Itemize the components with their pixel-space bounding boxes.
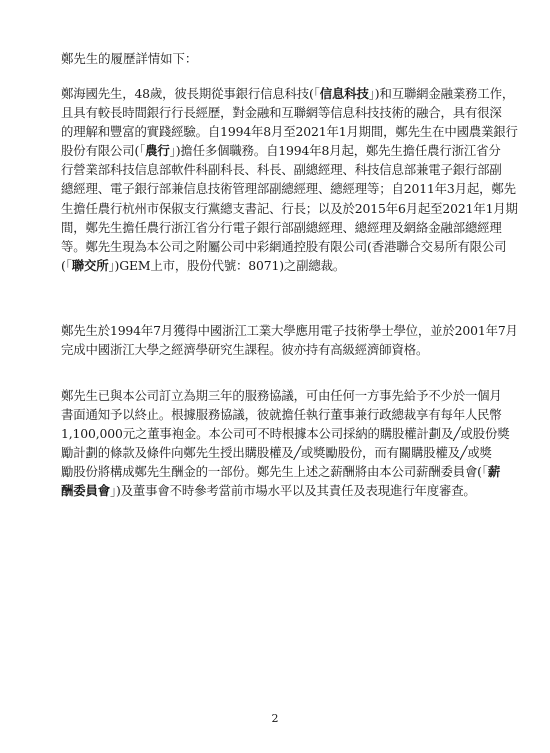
text-segment: 行營業部科技信息部軟件科副科長、科長、副總經理、科技信息部兼電子銀行部副: [61, 162, 502, 178]
text-segment: 完成中國浙江大學之經濟學研究生課程。彼亦持有高級經濟師資格。: [61, 342, 429, 358]
text-segment: 鄭海國先生，48歲，彼長期從事銀行信息科技(「: [61, 86, 320, 101]
paragraph-line: [61, 84, 515, 103]
paragraph-line: [61, 321, 518, 340]
text-segment: 生擔任農行杭州市保俶支行黨總支書記、行長；以及於2015年6月起至2021年1月期: [61, 200, 518, 216]
text-segment: 」)GEM上市，股份代號：8071)之副總裁。: [108, 257, 346, 273]
paragraph-service-agreement: [61, 386, 510, 501]
text-segment: 總經理、電子銀行部兼信息技術管理部副總經理、總經理等；自2011年3月起，鄭先: [61, 181, 516, 197]
paragraph-line: [61, 256, 491, 275]
text-segment: 勵股份將構成鄭先生酬金的一部份。鄭先生上述之薪酬將由本公司薪酬委員會(「: [61, 464, 488, 480]
paragraph-line: [61, 122, 518, 141]
paragraph-line: [61, 481, 491, 500]
paragraph-line: [61, 462, 501, 481]
text-segment: (「: [61, 257, 72, 273]
paragraph-education: [61, 321, 518, 359]
text-segment: 勵計劃的條款及條件向鄭先生授出購股權及╱或獎勵股份，而有關購股權及╱或獎: [61, 445, 492, 461]
paragraph-line: [61, 179, 516, 198]
text-segment: 鄭先生於1994年7月獲得中國浙江工業大學應用電子技術學士學位，並於2001年7月: [61, 323, 518, 338]
text-segment: 的理解和豐富的實踐經驗。自1994年8月至2021年1月期間，鄭先生在中國農業銀行: [61, 124, 518, 140]
text-segment: 書面通知予以終止。根據服務協議，彼就擔任執行董事兼行政總裁享有每年人民幣: [61, 407, 502, 423]
text-segment: 間，鄭先生擔任農行浙江省分行電子銀行部副總經理、總經理及網絡金融部總經理: [61, 219, 502, 235]
defined-term-bold: 薪: [487, 464, 501, 480]
defined-term-bold: 聯交所: [71, 257, 109, 273]
paragraph-line: [61, 340, 491, 359]
page-number: 2: [271, 712, 279, 725]
paragraph-line: [61, 424, 510, 443]
text-segment: 鄭先生已與本公司訂立為期三年的服務協議，可由任何一方事先給予不少於一個月: [61, 388, 502, 403]
paragraph-line: [61, 443, 491, 462]
text-segment: 股份有限公司(「: [61, 143, 146, 159]
paragraph-line: [61, 237, 507, 256]
defined-term-bold: 酬委員會: [61, 483, 110, 499]
paragraph-line: [61, 141, 501, 160]
paragraph-biography: [61, 84, 518, 275]
paragraph-line: [61, 386, 502, 405]
text-segment: 等。鄭先生現為本公司之附屬公司中彩網通控股有限公司(香港聯合交易所有限公司: [61, 238, 507, 254]
text-segment: 1,100,000元之董事袍金。本公司可不時根據本公司採納的購股權計劃及╱或股份獎: [61, 426, 510, 442]
paragraph-line: [61, 218, 502, 237]
text-segment: 」)擔任多個職務。自1994年8月起，鄭先生擔任農行浙江省分: [169, 143, 501, 159]
paragraph-line: [61, 405, 502, 424]
text-segment: 且具有較長時間銀行行長經歷，對金融和互聯網等信息科技技術的融合，具有很深: [61, 105, 502, 121]
text-segment: 」)和互聯網金融業務工作，: [368, 86, 515, 101]
paragraph-line: [61, 199, 518, 218]
paragraph-line: [61, 103, 502, 122]
defined-term-bold: 農行: [145, 143, 170, 159]
defined-term-bold: 信息科技: [319, 86, 369, 101]
paragraph-line: [61, 160, 502, 179]
section-heading: 鄭先生的履歷詳情如下：: [61, 51, 198, 66]
text-segment: 」)及董事會不時參考當前市場水平以及其責任及表現進行年度審查。: [109, 483, 476, 499]
